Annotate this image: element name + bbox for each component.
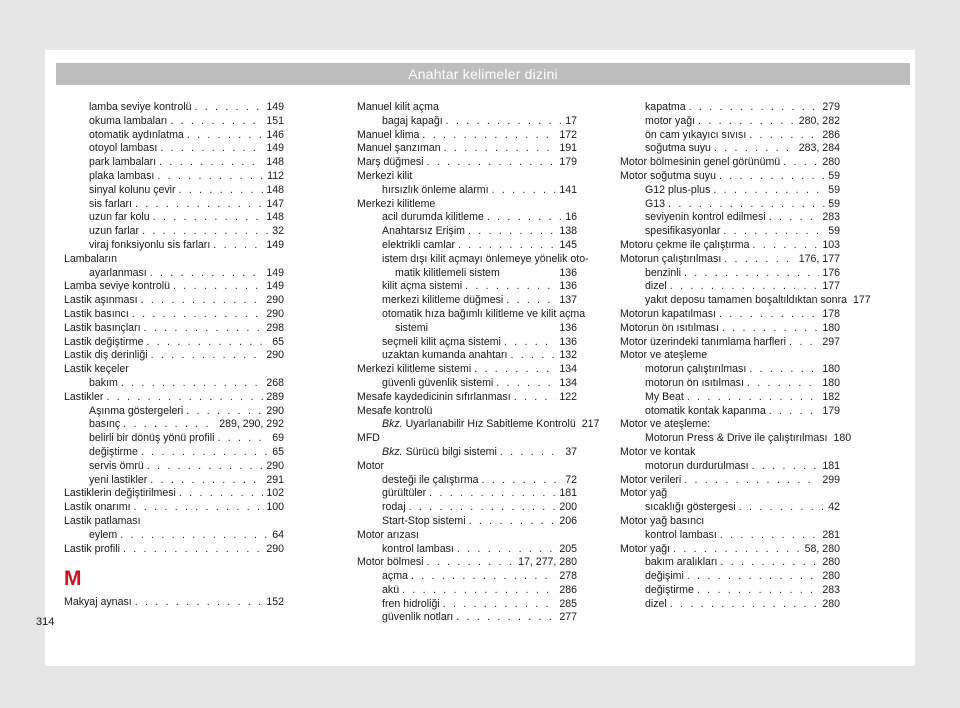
index-entry: güvenlik notları . . . 277 xyxy=(357,611,577,625)
index-entry: park lambaları . . . 148 xyxy=(64,156,284,170)
index-entry: gürültüler . . . 181 xyxy=(357,487,577,501)
index-heading: Motor xyxy=(357,459,385,472)
index-entry: kapatma . . . 279 xyxy=(620,101,840,115)
index-entry: Makyaj aynası . . . 152 xyxy=(64,596,284,610)
index-entry: dizel . . . 177 xyxy=(620,280,840,294)
index-heading: Merkezi kilitleme xyxy=(357,197,436,210)
index-entry: Lastiklerin değiştirilmesi . . . 102 xyxy=(64,487,284,501)
index-heading: Lastik patlaması xyxy=(64,514,141,527)
index-entry: belirli bir dönüş yönü profili . . . 69 xyxy=(64,432,284,446)
index-heading: Motor yağ xyxy=(620,487,668,500)
index-entry: Lastik onarımı . . . 100 xyxy=(64,501,284,515)
index-entry: desteği ile çalıştırma . . . 72 xyxy=(357,474,577,488)
index-entry: Motor soğutma suyu . . . 59 xyxy=(620,170,840,184)
index-entry: fren hidroliği . . . 285 xyxy=(357,598,577,612)
index-entry: Manuel şanzıman . . . 191 xyxy=(357,142,577,156)
index-entry-text: istem dışı kilit açmayı önlemeye yönelik oto- xyxy=(382,252,589,265)
index-heading: Motor yağ basıncı xyxy=(620,514,705,527)
index-heading: Mesafe kontrolü xyxy=(357,404,433,417)
index-entry: seçmeli kilit açma sistemi . . . 136 xyxy=(357,336,577,350)
index-entry: Lastik diş derinliği . . . 290 xyxy=(64,349,284,363)
index-entry: viraj fonksiyonlu sis farları . . . 149 xyxy=(64,239,284,253)
index-column-3 xyxy=(620,101,871,611)
index-heading: Motor arızası xyxy=(357,528,419,541)
index-entry: Marş düğmesi . . . 179 xyxy=(357,156,577,170)
index-entry: benzinli . . . 176 xyxy=(620,267,840,281)
index-entry: Merkezi kilitleme sistemi . . . 134 xyxy=(357,363,577,377)
index-column-1 xyxy=(64,101,284,610)
index-entry: Motor yağı . . . 58, 280 xyxy=(620,543,840,557)
index-entry: motorun ön ısıtılması . . . 180 xyxy=(620,377,840,391)
index-letter: M xyxy=(64,567,82,591)
index-entry: sistemi 136 xyxy=(395,321,577,334)
index-entry: ayarlanması . . . 149 xyxy=(64,267,284,281)
index-entry: açma . . . 278 xyxy=(357,570,577,584)
index-entry: seviyenin kontrol edilmesi . . . 283 xyxy=(620,211,840,225)
index-entry: değiştirme . . . 283 xyxy=(620,584,840,598)
index-column-2 xyxy=(357,101,600,625)
index-entry: Lastik profili . . . 290 xyxy=(64,543,284,557)
index-entry: Motoru çekme ile çalıştırma . . . 103 xyxy=(620,239,840,253)
index-entry: Lastikler . . . 289 xyxy=(64,391,284,405)
index-entry: lamba seviye kontrolü . . . 149 xyxy=(64,101,284,115)
index-entry: okuma lambaları . . . 151 xyxy=(64,115,284,129)
index-entry: güvenli güvenlik sistemi . . . 134 xyxy=(357,377,577,391)
index-heading: Merkezi kilit xyxy=(357,169,413,182)
index-entry: yakıt deposu tamamen boşaltıldıktan sonra 177 xyxy=(645,294,871,307)
index-entry: Motorun çalıştırılması . . . 176, 177 xyxy=(620,253,840,267)
index-entry: değişimi . . . 280 xyxy=(620,570,840,584)
index-entry: elektrikli camlar . . . 145 xyxy=(357,239,577,253)
index-entry: Anahtarsız Erişim . . . 138 xyxy=(357,225,577,239)
index-entry: Motor üzerindeki tanımlama harfleri . . . 297 xyxy=(620,336,840,350)
index-heading: MFD xyxy=(357,432,380,445)
index-entry: Motorun kapatılması . . . 178 xyxy=(620,308,840,322)
index-entry: Motor bölmesinin genel görünümü . . . 280 xyxy=(620,156,840,170)
index-entry: yeni lastikler . . . 291 xyxy=(64,474,284,488)
index-entry: sıcaklığı göstergesi . . . 42 xyxy=(620,501,840,515)
index-entry: Motor bölmesi . . . 17, 277, 280 xyxy=(357,556,577,570)
index-entry: Lastik basıncı . . . 290 xyxy=(64,308,284,322)
index-heading: Manuel kilit açma xyxy=(357,101,439,113)
index-entry: soğutma suyu . . . 283, 284 xyxy=(620,142,840,156)
index-entry: dizel . . . 280 xyxy=(620,598,840,612)
index-entry: motor yağı . . . 280, 282 xyxy=(620,115,840,129)
index-entry: değiştirme . . . 65 xyxy=(64,446,284,460)
index-entry: akü . . . 286 xyxy=(357,584,577,598)
index-entry: uzun farlar . . . 32 xyxy=(64,225,284,239)
index-entry: uzun far kolu . . . 148 xyxy=(64,211,284,225)
index-entry: bakım aralıkları . . . 280 xyxy=(620,556,840,570)
index-entry: Motor verileri . . . 299 xyxy=(620,474,840,488)
index-entry: spesifikasyonlar . . . 59 xyxy=(620,225,840,239)
index-heading: Motor ve ateşleme xyxy=(620,349,708,362)
index-entry: kilit açma sistemi . . . 136 xyxy=(357,280,577,294)
page-title: Anahtar kelimeler dizini xyxy=(408,66,558,82)
index-entry: otomatik aydınlatma . . . 146 xyxy=(64,129,284,143)
index-entry: acil durumda kilitleme . . . 16 xyxy=(357,211,577,225)
index-heading: Motor ve ateşleme: xyxy=(620,418,711,431)
index-entry: Motorun ön ısıtılması . . . 180 xyxy=(620,322,840,336)
index-entry: Lamba seviye kontrolü . . . 149 xyxy=(64,280,284,294)
index-entry: Start-Stop sistemi . . . 206 xyxy=(357,515,577,529)
index-entry: basınç . . . 289, 290, 292 xyxy=(64,418,284,432)
index-entry: rodaj . . . 200 xyxy=(357,501,577,515)
page-number: 314 xyxy=(36,616,55,628)
index-entry: Bkz. Sürücü bilgi sistemi . . . 37 xyxy=(357,446,577,460)
index-entry: Lastik değiştirme . . . 65 xyxy=(64,336,284,350)
index-entry-text: otomatik hıza bağımlı kilitleme ve kilit açma xyxy=(382,307,586,320)
index-heading: Lambaların xyxy=(64,252,117,265)
index-entry: Lastik aşınması . . . 290 xyxy=(64,294,284,308)
index-entry: motorun durdurulması . . . 181 xyxy=(620,460,840,474)
index-entry: Lastik basınçları . . . 298 xyxy=(64,322,284,336)
index-entry: merkezi kilitleme düğmesi . . . 137 xyxy=(357,294,577,308)
index-entry: plaka lambası . . . 112 xyxy=(64,170,284,184)
index-entry: Motorun Press & Drive ile çalıştırılması 180 xyxy=(645,432,852,445)
index-entry: kontrol lambası . . . 205 xyxy=(357,543,577,557)
index-entry: ön cam yıkayıcı sıvısı . . . 286 xyxy=(620,129,840,143)
index-entry: G13 . . . 59 xyxy=(620,198,840,212)
index-entry: eylem . . . 64 xyxy=(64,529,284,543)
index-entry: Aşınma göstergeleri . . . 290 xyxy=(64,405,284,419)
index-entry: kontrol lambası . . . 281 xyxy=(620,529,840,543)
index-entry: My Beat . . . 182 xyxy=(620,391,840,405)
index-entry: hırsızlık önleme alarmı . . . 141 xyxy=(357,184,577,198)
index-entry: motorun çalıştırılması . . . 180 xyxy=(620,363,840,377)
index-entry: Mesafe kaydedicinin sıfırlanması . . . 122 xyxy=(357,391,577,405)
index-entry: Bkz. Uyarlanabilir Hız Sabitleme Kontrolü 217 xyxy=(382,418,600,431)
index-entry: bagaj kapağı . . . 17 xyxy=(357,115,577,129)
index-entry: otoyol lambası . . . 149 xyxy=(64,142,284,156)
index-entry: matik kilitlemeli sistem 136 xyxy=(395,266,577,279)
index-entry: sis farları . . . 147 xyxy=(64,198,284,212)
index-entry: otomatik kontak kapanma . . . 179 xyxy=(620,405,840,419)
index-entry: servis ömrü . . . 290 xyxy=(64,460,284,474)
index-entry: bakım . . . 268 xyxy=(64,377,284,391)
index-heading: Lastik keçeler xyxy=(64,363,129,376)
index-entry: uzaktan kumanda anahtarı . . . 132 xyxy=(357,349,577,363)
index-heading: Motor ve kontak xyxy=(620,445,696,458)
index-entry: Manuel klima . . . 172 xyxy=(357,129,577,143)
index-entry: G12 plus-plus . . . 59 xyxy=(620,184,840,198)
index-entry: sinyal kolunu çevir . . . 148 xyxy=(64,184,284,198)
